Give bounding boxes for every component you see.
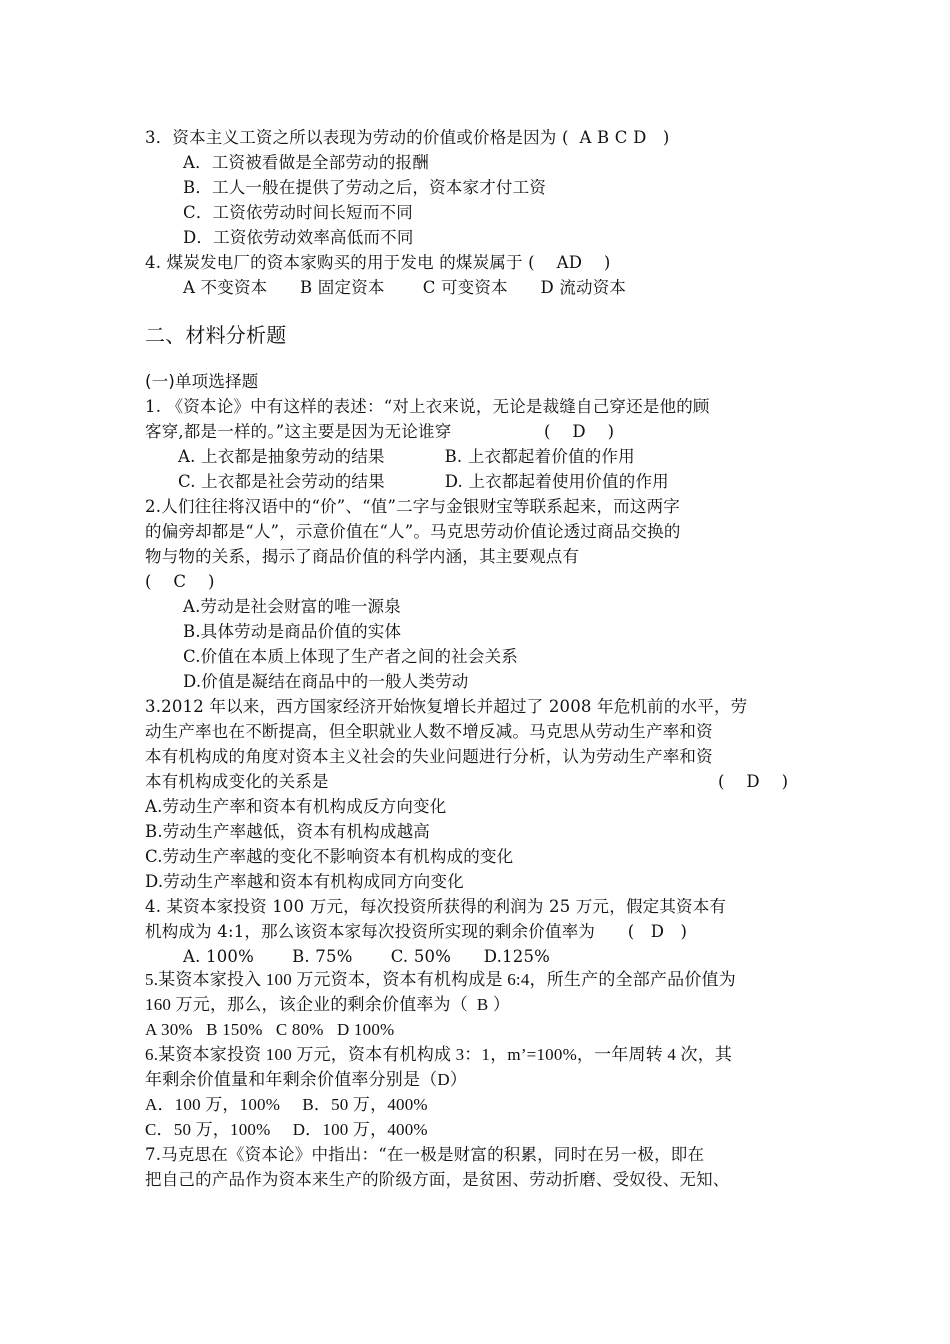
mc-question-1-line-2: 客穿,都是一样的。”这主要是因为无论谁穿 ( D ) — [145, 422, 615, 441]
option-a: A．工资被看做是全部劳动的报酬 — [183, 153, 429, 172]
option-b: B．工人一般在提供了劳动之后，资本家才付工资 — [183, 178, 547, 197]
mc-question-6-line-2: 年剩余价值量和年剩余价值率分别是（D） — [145, 1070, 468, 1089]
mc-question-2-option-c: C.价值在本质上体现了生产者之间的社会关系 — [183, 647, 518, 666]
mc-question-3-line-4: 本有机构成变化的关系是 — [145, 772, 329, 791]
mc-question-4-options: A. 100% B. 75% C. 50% D.125% — [183, 947, 551, 966]
mc-question-6-options-cd: C．50 万，100% D．100 万，400% — [145, 1120, 428, 1139]
mc-question-4-line-2: 机构成为 4:1，那么该资本家每次投资所实现的剩余价值率为 ( D ) — [145, 922, 688, 941]
mc-question-1-line-1: 1. 《资本论》中有这样的表述：“对上衣来说，无论是裁缝自己穿还是他的顾 — [145, 397, 710, 416]
mc-question-5-options: A 30% B 150% C 80% D 100% — [145, 1020, 395, 1039]
option-c: C．工资依劳动时间长短而不同 — [183, 203, 413, 222]
mc-question-5-line-1: 5.某资本家投入 100 万元资本，资本有机构成是 6:4，所生产的全部产品价值为 — [145, 970, 736, 989]
mc-question-3-option-b: B.劳动生产率越低，资本有机构成越高 — [145, 822, 430, 841]
mc-question-3-answer: ( D ) — [718, 772, 789, 791]
question-4-options: A 不变资本 B 固定资本 C 可变资本 D 流动资本 — [183, 278, 627, 297]
mc-question-7-line-2: 把自己的产品作为资本来生产的阶级方面，是贫困、劳动折磨、受奴役、无知、 — [145, 1170, 730, 1189]
mc-question-2-line-2: 的偏旁却都是“人”，示意价值在“人”。马克思劳动价值论透过商品交换的 — [145, 522, 681, 541]
mc-question-2-line-1: 2.人们往往将汉语中的“价”、“值”二字与金银财宝等联系起来，而这两字 — [145, 497, 680, 516]
section-heading: 二、材料分析题 — [145, 323, 287, 347]
mc-question-2-answer: ( C ) — [145, 572, 215, 591]
mc-question-2-option-a: A.劳动是社会财富的唯一源泉 — [183, 597, 401, 616]
mc-question-5-line-2: 160 万元，那么，该企业的剩余价值率为（ B ） — [145, 995, 511, 1014]
mc-question-3-line-3: 本有机构成的角度对资本主义社会的失业问题进行分析，认为劳动生产率和资 — [145, 747, 713, 766]
mc-question-3-line-1: 3.2012 年以来，西方国家经济开始恢复增长并超过了 2008 年危机前的水平，劳 — [145, 697, 748, 716]
mc-question-4-line-1: 4. 某资本家投资 100 万元，每次投资所获得的利润为 25 万元，假定其资本有 — [145, 897, 727, 916]
mc-question-6-options-ab: A．100 万，100% B．50 万，400% — [145, 1095, 428, 1114]
mc-question-3-option-d: D.劳动生产率越和资本有机构成同方向变化 — [145, 872, 464, 891]
option-d: D．工资依劳动效率高低而不同 — [183, 228, 414, 247]
mc-question-1-options-cd: C. 上衣都是社会劳动的结果 D. 上衣都起着使用价值的作用 — [178, 472, 669, 491]
mc-question-2-option-d: D.价值是凝结在商品中的一般人类劳动 — [183, 672, 469, 691]
subsection-heading: (一)单项选择题 — [145, 372, 259, 391]
mc-question-1-options-ab: A. 上衣都是抽象劳动的结果 B. 上衣都起着价值的作用 — [178, 447, 635, 466]
question-3-stem: 3．资本主义工资之所以表现为劳动的价值或价格是因为 ( A B C D ) — [145, 128, 670, 147]
question-4-stem: 4. 煤炭发电厂的资本家购买的用于发电 的煤炭属于 ( AD ) — [145, 253, 611, 272]
mc-question-3-line-2: 动生产率也在不断提高，但全职就业人数不增反减。马克思从劳动生产率和资 — [145, 722, 713, 741]
mc-question-2-option-b: B.具体劳动是商品价值的实体 — [183, 622, 402, 641]
mc-question-3-option-c: C.劳动生产率越的变化不影响资本有机构成的变化 — [145, 847, 514, 866]
mc-question-3-option-a: A.劳动生产率和资本有机构成反方向变化 — [145, 797, 447, 816]
mc-question-7-line-1: 7.马克思在《资本论》中指出：“在一极是财富的积累，同时在另一极，即在 — [145, 1145, 705, 1164]
mc-question-6-line-1: 6.某资本家投资 100 万元，资本有机构成 3：1，m’=100%，一年周转 4 次，其 — [145, 1045, 733, 1064]
mc-question-2-line-3: 物与物的关系，揭示了商品价值的科学内涵，其主要观点有 — [145, 547, 580, 566]
